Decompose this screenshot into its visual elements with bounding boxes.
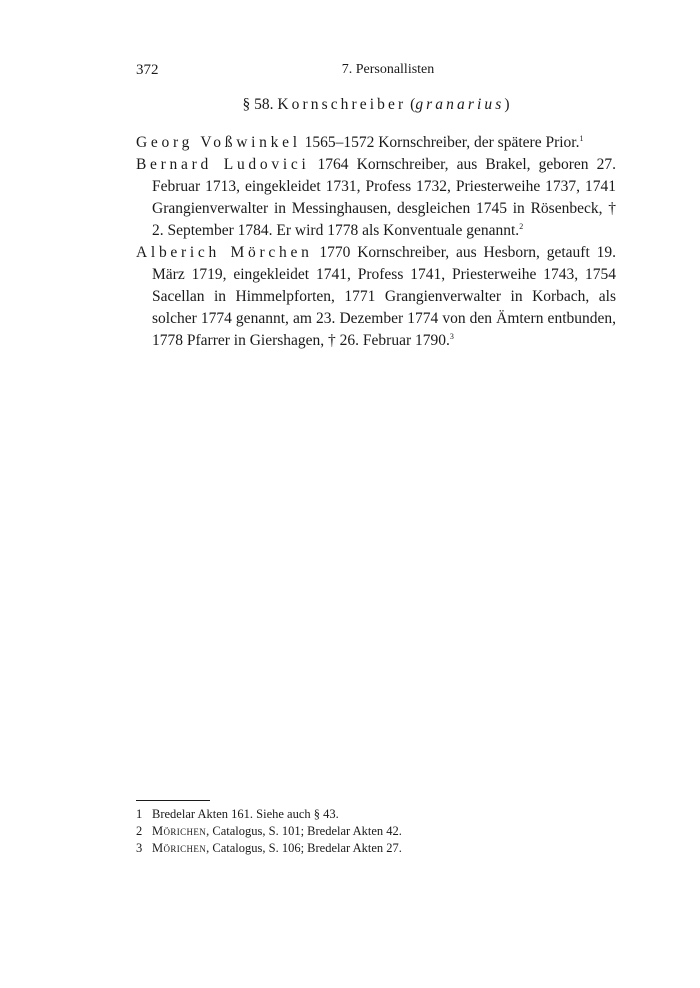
- footnote: [136, 806, 616, 823]
- section-latin-term: granarius: [415, 96, 505, 113]
- footnote-ref[interactable]: 1: [579, 134, 584, 143]
- entry: [136, 242, 616, 352]
- footnote-text: , Catalogus, S. 106; Bredelar Akten 27.: [206, 841, 402, 855]
- entry: [136, 132, 616, 154]
- entry-name: Alberich Mörchen: [136, 244, 313, 261]
- entry-name: Georg Voßwinkel: [136, 134, 301, 151]
- footnote: [136, 823, 616, 840]
- page-number: 372: [136, 62, 159, 78]
- footnote: [136, 840, 616, 857]
- footnote-ref[interactable]: 2: [519, 222, 524, 231]
- entry-list: [136, 132, 616, 352]
- entry-text: 1770 Kornschreiber, aus Hesborn, getauft 19. März 1719, eingekleidet 1741, Profess 1741, Priesterweihe 1743, 1754 Sacellan in Himmelpforten, 1771 Grangienverwalter in Korbach, als solcher 1774 genannt, am 23. Dezember 1774 von den Ämtern entbunden, 1778 Pfarrer in Giershagen, † 26. Februar 1790.: [152, 244, 616, 349]
- footnote-author: Mörichen: [152, 824, 207, 838]
- footnotes: [136, 806, 616, 857]
- footnote-text: , Catalogus, S. 101; Bredelar Akten 42.: [206, 824, 402, 838]
- entry: [136, 154, 616, 242]
- running-head-title: 7. Personallisten: [341, 62, 435, 77]
- entry-text: 1565–1572 Kornschreiber, der spätere Prior.: [300, 134, 580, 151]
- footnote-ref[interactable]: 3: [449, 332, 454, 341]
- section-title: Kornschreiber: [277, 96, 407, 113]
- footnote-text: Bredelar Akten 161. Siehe auch § 43.: [152, 807, 339, 821]
- footnote-number: 1: [136, 807, 143, 821]
- footnote-number: 2: [136, 824, 143, 838]
- footnote-author: Mörichen: [152, 841, 207, 855]
- section-heading: § 58. Kornschreiber (granarius): [242, 96, 510, 113]
- entry-text: 1764 Kornschreiber, aus Brakel, geboren 27. Februar 1713, eingekleidet 1731, Profess 1732, Priesterweihe 1737, 1741 Grangienverwalter in Messinghausen, desgleichen 1745 in Rösenbeck, † 2. September 1784. Er wird 1778 als Konventuale genannt.: [152, 156, 616, 239]
- section-number: § 58.: [242, 96, 274, 113]
- footnote-number: 3: [136, 841, 143, 855]
- footnote-rule: [136, 800, 210, 801]
- entry-name: Bernard Ludovici: [136, 156, 310, 173]
- running-head: [0, 62, 700, 78]
